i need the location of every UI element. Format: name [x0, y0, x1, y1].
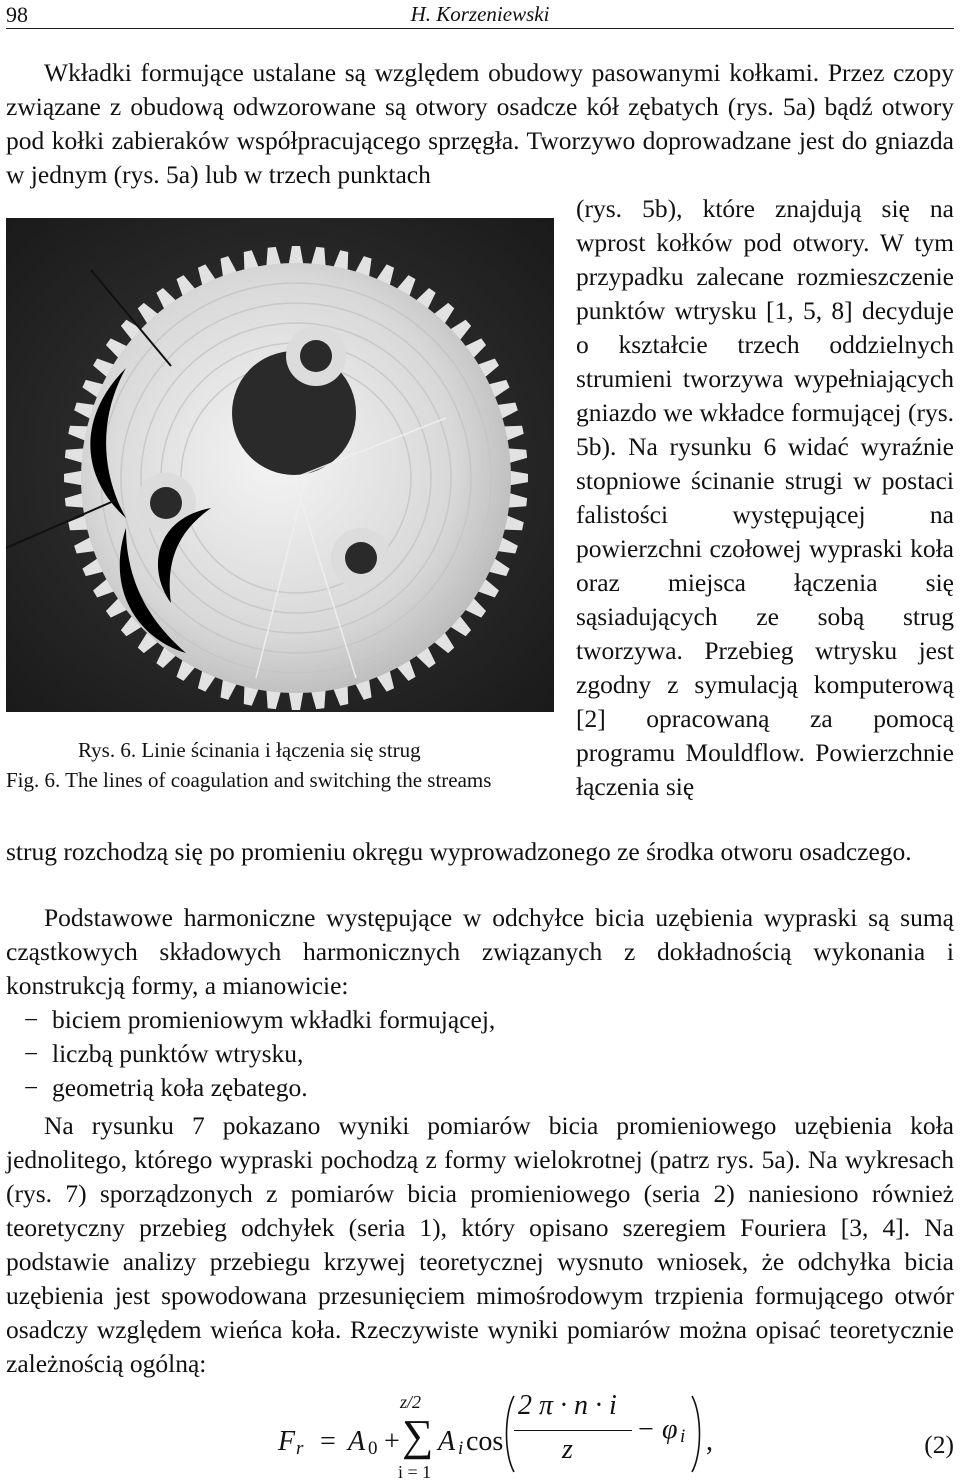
- paragraph-3: Na rysunku 7 pokazano wyniki pomiarów bicia promieniowego uzębienia koła jednolitego, którego wypraski pochodzą z formy wielokrotnej (patrz rys. 5a). Na wykresach (rys. 7) sporządzonych z pomiarów bicia promieniowego (seria 2) naniesiono również teoretyczny przebieg odchyłek (seria 1), który opisano szeregiem Fouriera [3, 4]. Na podstawie analizy przebiegu krzywej teoretycznej wysnuto wniosek, że odchyłka bicia uzębienia jest spowodowana przesunięciem mimośrodowym trzpienia formującego otwór osadczy względem wieńca koła. Rzeczywiste wyniki pomiarów można opisać teoretycznie zależnością ogólną:: [6, 1111, 954, 1378]
- figure-caption-english: Fig. 6. The lines of coagulation and switching the streams: [6, 768, 492, 792]
- list-item: − liczbą punktów wtrysku,: [6, 1037, 954, 1071]
- eq-A0: A: [348, 1426, 366, 1457]
- eq-phi: φ: [662, 1414, 678, 1445]
- gear-photo: [6, 218, 554, 712]
- dash-marker: −: [24, 1039, 39, 1068]
- paragraph-1-tail: strug rozchodzą się po promieniu okręgu wyprowadzonego ze środka otworu osadczego.: [6, 837, 912, 866]
- list-item: − biciem promieniowym wkładki formującej,: [6, 1003, 954, 1037]
- eq-comma: ,: [706, 1426, 713, 1457]
- eq-F-subscript: r: [296, 1438, 304, 1459]
- right-paren-icon: [690, 1394, 704, 1474]
- eq-equals: =: [320, 1426, 336, 1457]
- paragraph-1-right-column: (rys. 5b), które znajdują się na wprost kołków pod otwory. W tym przypadku zalecane rozmieszczenie punktów wtrysku [1, 5, 8] decyduje o kształcie trzech oddzielnych strumieni tworzywa wypełniających gniazdo we wkładce formującej (rys. 5b). Na rysunku 6 widać wyraźnie stopniowe ścinanie strugi w postaci falistości występującej na powierzchni czołowej wypraski koła oraz miejsca łączenia się sąsiadujących ze sobą strug tworzywa. Przebieg wtrysku jest zgodny z symulacją komputerową [2] opracowaną za pomocą programu Mouldflow. Powierzchnie łączenia się: [576, 194, 954, 801]
- eq-F: F: [278, 1426, 296, 1457]
- left-paren-icon: [502, 1394, 516, 1474]
- eq-minus: −: [638, 1414, 654, 1445]
- paragraph-2: Podstawowe harmoniczne występujące w odchyłce bicia uzębienia wypraski są sumą cząstkowych składowych harmonicznych związanych z dokładnością wykonania i konstrukcją formy, a mianowicie:: [6, 903, 954, 1000]
- list-item: − geometrią koła zębatego.: [6, 1071, 954, 1105]
- eq-Ai-subscript: i: [458, 1438, 464, 1459]
- bullet-list: [6, 1003, 954, 1105]
- eq-sum-upper: z/2: [400, 1392, 422, 1412]
- fraction-bar: [514, 1430, 632, 1431]
- equation-number: (2): [924, 1430, 954, 1459]
- eq-numerator: 2 π · n · i: [518, 1390, 617, 1421]
- gear-image-icon: [6, 218, 554, 712]
- eq-plus: +: [384, 1426, 400, 1457]
- eq-Ai: A: [438, 1426, 456, 1457]
- page-header: [6, 0, 954, 29]
- eq-phi-subscript: i: [680, 1426, 686, 1447]
- dash-marker: −: [24, 1073, 39, 1102]
- eq-denominator: z: [562, 1434, 573, 1465]
- equation-2: [6, 1386, 954, 1482]
- eq-sum-lower: i = 1: [398, 1462, 432, 1482]
- eq-A0-subscript: 0: [368, 1438, 378, 1459]
- eq-cos: cos: [466, 1426, 504, 1457]
- figure-caption-polish: Rys. 6. Linie ścinania i łączenia się strug: [78, 738, 421, 762]
- paragraph-1-intro: Wkładki formujące ustalane są względem obudowy pasowanymi kołkami. Przez czopy związane z obudową odwzorowane są otwory osadcze kół zębatych (rys. 5a) bądź otwory pod kołki zabieraków współpracującego sprzęgła. Tworzywo doprowadzane jest do gniazda w jednym (rys. 5a) lub w trzech punktach: [6, 58, 954, 189]
- eq-sigma: ∑: [402, 1411, 434, 1460]
- dash-marker: −: [24, 1005, 39, 1034]
- page-number: 98: [6, 2, 28, 27]
- document-page: [6, 0, 954, 1482]
- running-head: H. Korzeniewski: [410, 2, 550, 26]
